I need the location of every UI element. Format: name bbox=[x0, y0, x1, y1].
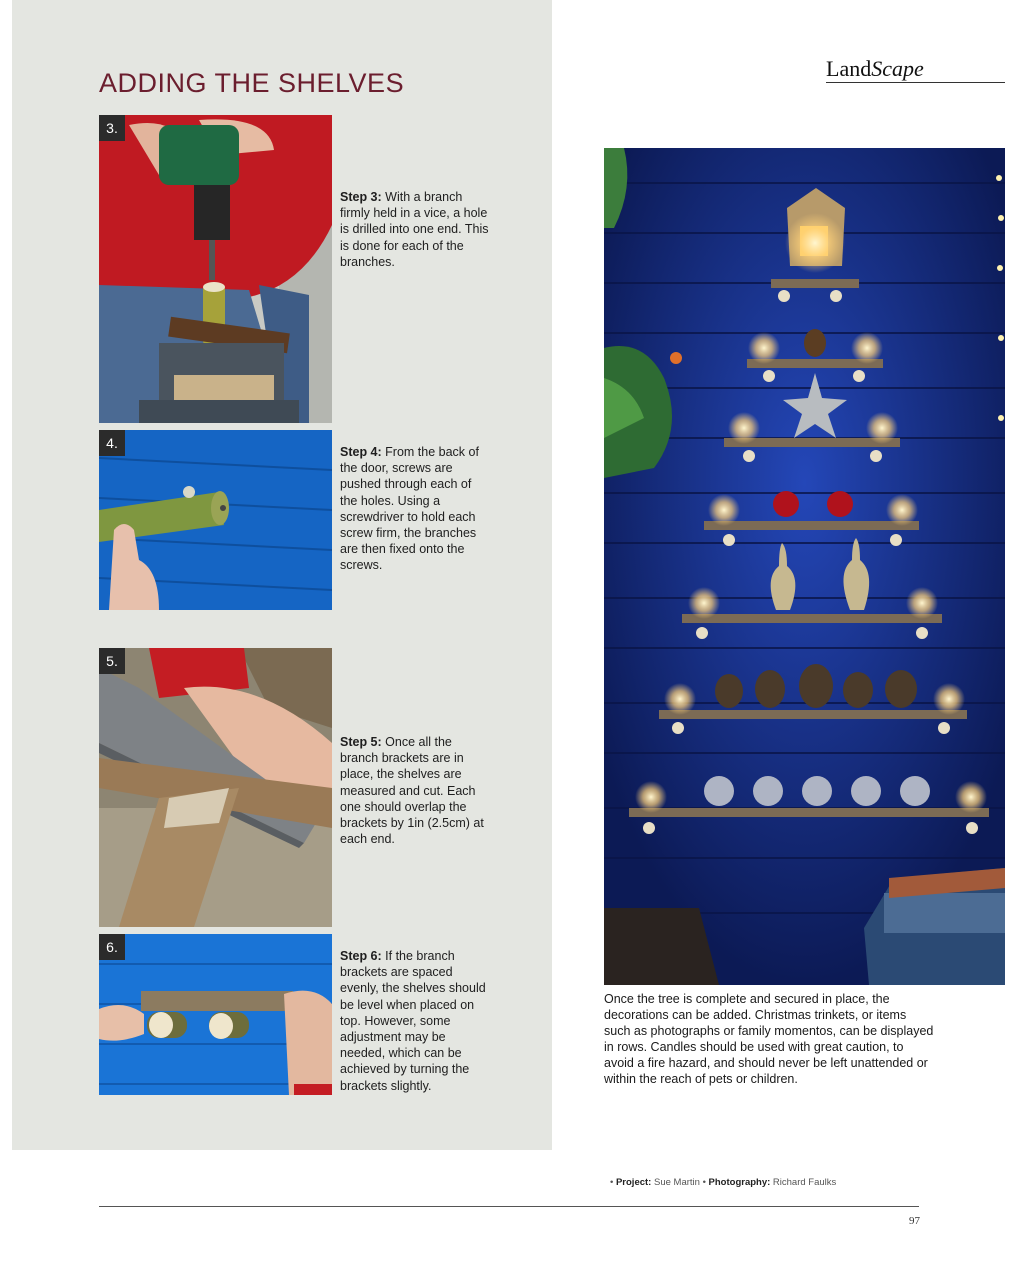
photography-value: Richard Faulks bbox=[772, 1177, 837, 1188]
step-number-badge: 4. bbox=[99, 430, 125, 456]
project-label: Project: bbox=[615, 1177, 652, 1188]
step-6-photo bbox=[99, 934, 332, 1095]
step-3-photo bbox=[99, 115, 332, 423]
project-value: Sue Martin bbox=[653, 1177, 700, 1188]
step-description: From the back of the door, screws are pushed through each of the holes. Using a screwdriver to hold each screw firm, the branches are then fixed onto the screws. bbox=[340, 445, 479, 573]
step-description: With a branch firmly held in a vice, a hole is drilled into one end. This is done for each of the branches. bbox=[340, 190, 489, 269]
step-5-photo bbox=[99, 648, 332, 927]
step-label: Step 6: bbox=[340, 949, 382, 963]
step-label: Step 3: bbox=[340, 190, 382, 204]
credits-bullet: • bbox=[702, 1177, 706, 1188]
photo-caption: Once the tree is complete and secured in place, the decorations can be added. Christmas trinkets, or items such as photographs or family momentos, can be displayed in rows. Candles should be used with great caution, to avoid a fire hazard, and should never be left unattended or within the reach of pets or children. bbox=[604, 992, 934, 1086]
footer-rule bbox=[99, 1206, 919, 1207]
step-label: Step 4: bbox=[340, 445, 382, 459]
shelf-tree-photo bbox=[604, 148, 1005, 985]
page-title: ADDING THE SHELVES bbox=[99, 68, 405, 98]
step-number-badge: 3. bbox=[99, 115, 125, 141]
step-number-badge: 6. bbox=[99, 934, 125, 960]
step-description: Once all the branch brackets are in place, the shelves are measured and cut. Each one should overlap the brackets by 1in (2.5cm) at each end. bbox=[340, 735, 484, 847]
logo-land: Land bbox=[826, 56, 872, 81]
step-number-badge: 5. bbox=[99, 648, 125, 674]
step-5-text bbox=[340, 734, 490, 847]
magazine-logo bbox=[826, 56, 1005, 83]
step-4-photo bbox=[99, 430, 332, 610]
step-3-text bbox=[340, 189, 490, 270]
credits-bullet: • bbox=[610, 1177, 614, 1188]
photography-label: Photography: bbox=[708, 1177, 771, 1188]
step-6-text bbox=[340, 948, 492, 1094]
step-description: If the branch brackets are spaced evenly, the shelves should be level when placed on top. However, some adjustment may be needed, which can be achieved by turning the brackets slightly. bbox=[340, 949, 486, 1093]
page-number: 97 bbox=[909, 1215, 920, 1227]
step-4-text bbox=[340, 444, 490, 574]
credits-line bbox=[610, 1177, 836, 1188]
step-label: Step 5: bbox=[340, 735, 382, 749]
logo-scape: Scape bbox=[871, 56, 924, 81]
